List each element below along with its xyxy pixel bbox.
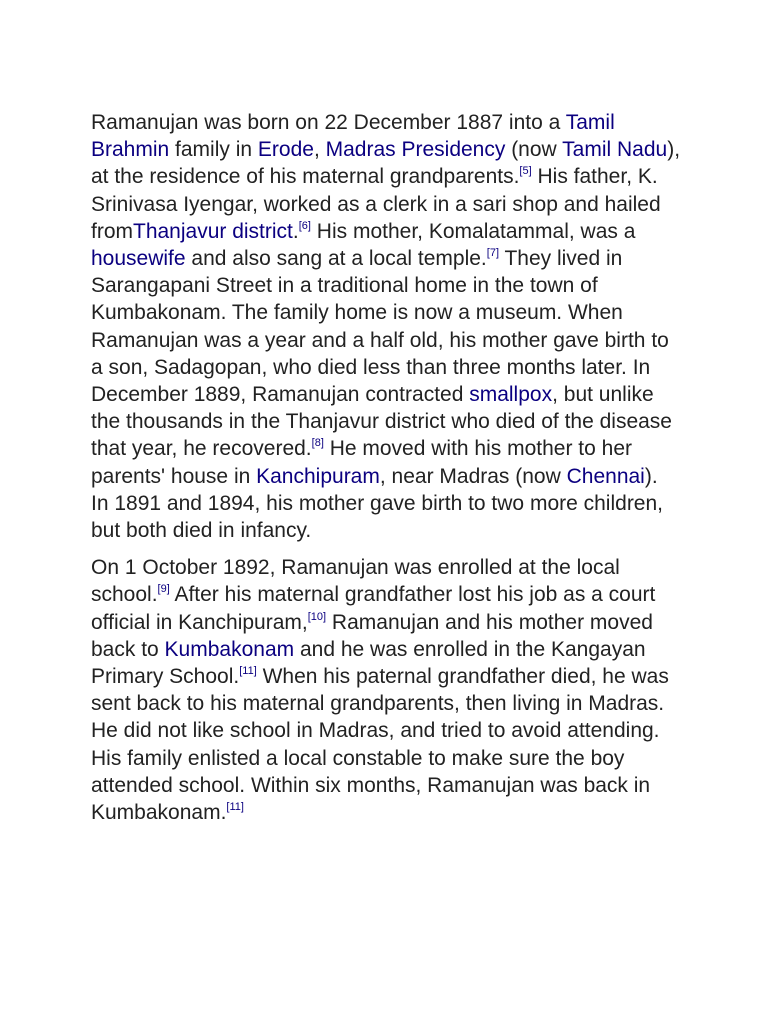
- citation-ref-11[interactable]: [11]: [239, 665, 257, 678]
- link-kumbakonam[interactable]: Kumbakonam: [164, 637, 295, 661]
- body-text: When his paternal grandfather died, he was sent back to his maternal grandparents, then living in Madras. He did not like school in Madras, and tried to avoid attending. His family enlisted a local constable to make sure the boy attended school. Within six months, Ramanujan was back in Kumbakonam.: [91, 665, 669, 825]
- body-text: .: [292, 219, 299, 243]
- body-text: ,: [313, 138, 326, 162]
- body-text: Ramanujan and his mother moved back to: [91, 610, 653, 661]
- link-housewife[interactable]: housewife: [91, 247, 186, 271]
- body-text: ), at the residence of his maternal grandparents.: [91, 138, 681, 189]
- body-text: and he was enrolled in the Kangayan Primary School.: [91, 637, 646, 689]
- body-text: , near Madras (now: [379, 464, 567, 488]
- body-text: He moved with his mother to her parents' house in: [91, 437, 633, 488]
- link-erode[interactable]: Erode: [257, 138, 314, 162]
- body-text: His father, K. Srinivasa Iyengar, worked as a clerk in a sari shop and hailed from: [91, 165, 661, 243]
- link-madras-presidency[interactable]: Madras Presidency: [325, 138, 506, 162]
- body-text: After his maternal grandfather lost his job as a court official in Kanchipuram,: [91, 583, 656, 634]
- citation-ref-10[interactable]: [10]: [307, 610, 327, 623]
- body-text: (now: [505, 138, 563, 162]
- body-text: and also sang at a local temple.: [185, 247, 487, 271]
- body-text: ). In 1891 and 1894, his mother gave birth to two more children, but both died in infancy.: [91, 464, 664, 543]
- body-text: family in: [169, 138, 258, 162]
- article-body: [91, 109, 681, 826]
- link-tamil-nadu[interactable]: Tamil Nadu: [562, 138, 668, 162]
- paragraph-birth: [91, 109, 681, 544]
- link-thanjavur-district[interactable]: Thanjavur district: [133, 219, 293, 243]
- link-kanchipuram[interactable]: Kanchipuram: [256, 464, 380, 488]
- body-text: , but unlike the thousands in the Thanjavur district who died of the disease that year, he recovered.: [91, 383, 672, 461]
- body-text: They lived in Sarangapani Street in a traditional home in the town of Kumbakonam. The family home is now a museum. When Ramanujan was a year and a half old, his mother gave birth to a son, Sadagopan, who died less than three months later. In December 1889, Ramanujan contracted: [91, 247, 669, 407]
- citation-ref-6[interactable]: [6]: [298, 219, 311, 232]
- paragraph-schooling: [91, 554, 681, 826]
- citation-ref-5[interactable]: [5]: [519, 165, 532, 178]
- citation-ref-8[interactable]: [8]: [311, 437, 324, 450]
- link-chennai[interactable]: Chennai: [566, 464, 645, 488]
- link-tamil-brahmin[interactable]: Tamil Brahmin: [91, 111, 615, 162]
- citation-ref-7[interactable]: [7]: [486, 247, 499, 260]
- body-text: On 1 October 1892, Ramanujan was enrolled at the local school.: [91, 556, 620, 607]
- body-text: Ramanujan was born on 22 December 1887 into a: [91, 111, 566, 134]
- body-text: His mother, Komalatammal, was a: [310, 219, 636, 243]
- citation-ref-11[interactable]: [11]: [226, 801, 244, 814]
- link-smallpox[interactable]: smallpox: [469, 383, 553, 407]
- citation-ref-9[interactable]: [9]: [157, 583, 170, 596]
